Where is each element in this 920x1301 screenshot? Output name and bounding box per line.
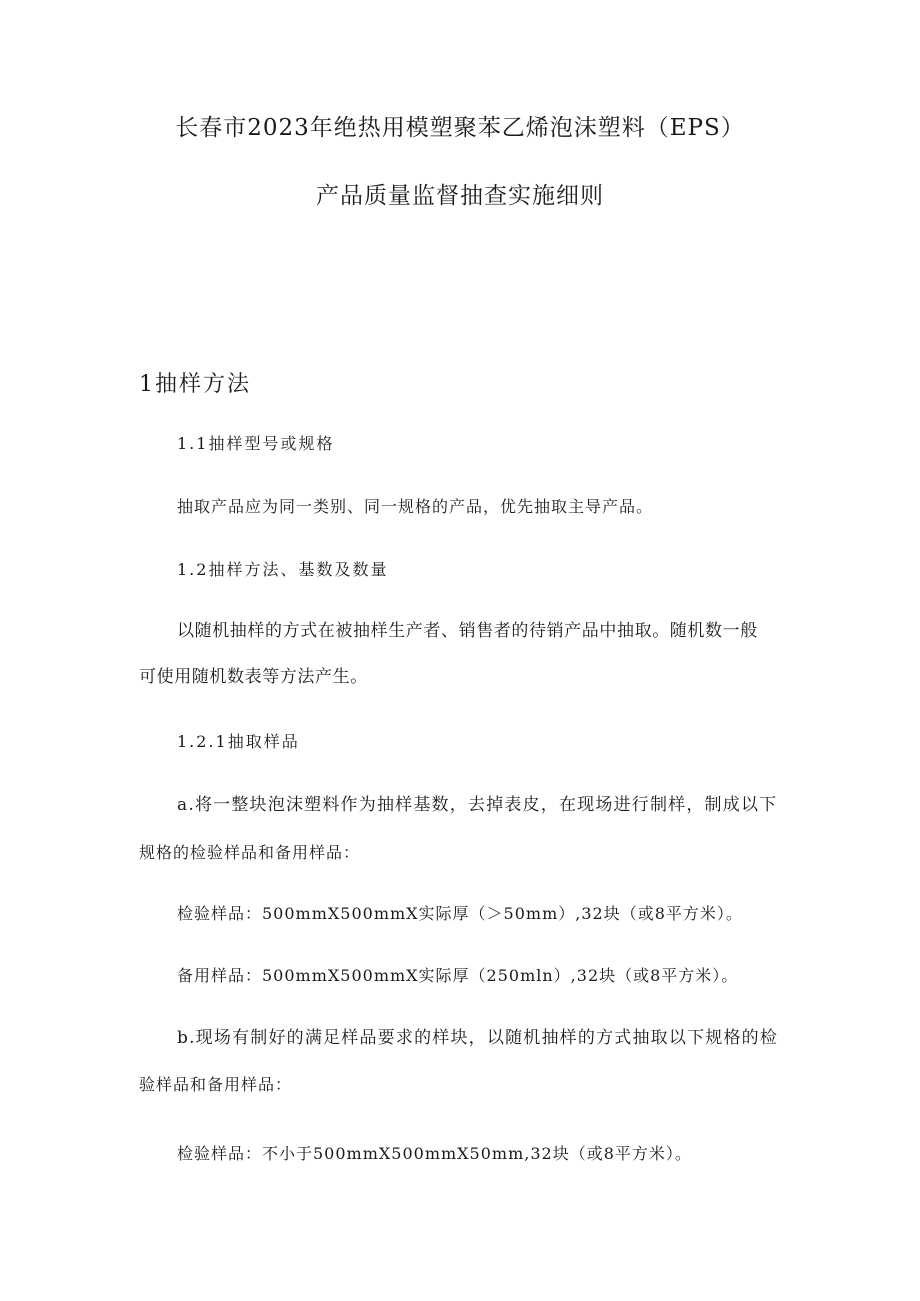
document-title-line-1: 长春市2023年绝热用模塑聚苯乙烯泡沫塑料（EPS） (175, 115, 745, 141)
item-a-text-line-1: a.将一整块泡沫塑料作为抽样基数，去掉表皮，在现场进行制样，制成以下 (177, 795, 778, 815)
section-1-heading: 1抽样方法 (139, 372, 251, 397)
item-b-text-line-1: b.现场有制好的满足样品要求的样块，以随机抽样的方式抽取以下规格的检 (177, 1028, 779, 1048)
section-1-2-text-line-1: 以随机抽样的方式在被抽样生产者、销售者的待销产品中抽取。随机数一般 (177, 621, 758, 641)
item-b-text-line-2: 验样品和备用样品： (139, 1075, 293, 1094)
item-a-test-sample: 检验样品：500mmX500mmX实际厚（＞50mm）,32块（或8平方米）。 (177, 904, 743, 923)
section-1-2-1-heading: 1.2.1抽取样品 (177, 732, 300, 751)
section-1-1-text: 抽取产品应为同一类别、同一规格的产品，优先抽取主导产品。 (177, 497, 654, 516)
section-1-2-text-line-2: 可使用随机数表等方法产生。 (139, 667, 368, 687)
item-a-backup-sample: 备用样品：500mmX500mmX实际厚（250mln）,32块（或8平方米）。 (177, 966, 739, 985)
item-b-test-sample: 检验样品：不小于500mmX500mmX50mm,32块（或8平方米）。 (177, 1144, 692, 1163)
document-title-line-2: 产品质量监督抽查实施细则 (316, 183, 604, 209)
section-1-1-heading: 1.1抽样型号或规格 (177, 434, 335, 453)
item-a-text-line-2: 规格的检验样品和备用样品： (139, 843, 361, 862)
section-1-2-heading: 1.2抽样方法、基数及数量 (177, 560, 389, 579)
